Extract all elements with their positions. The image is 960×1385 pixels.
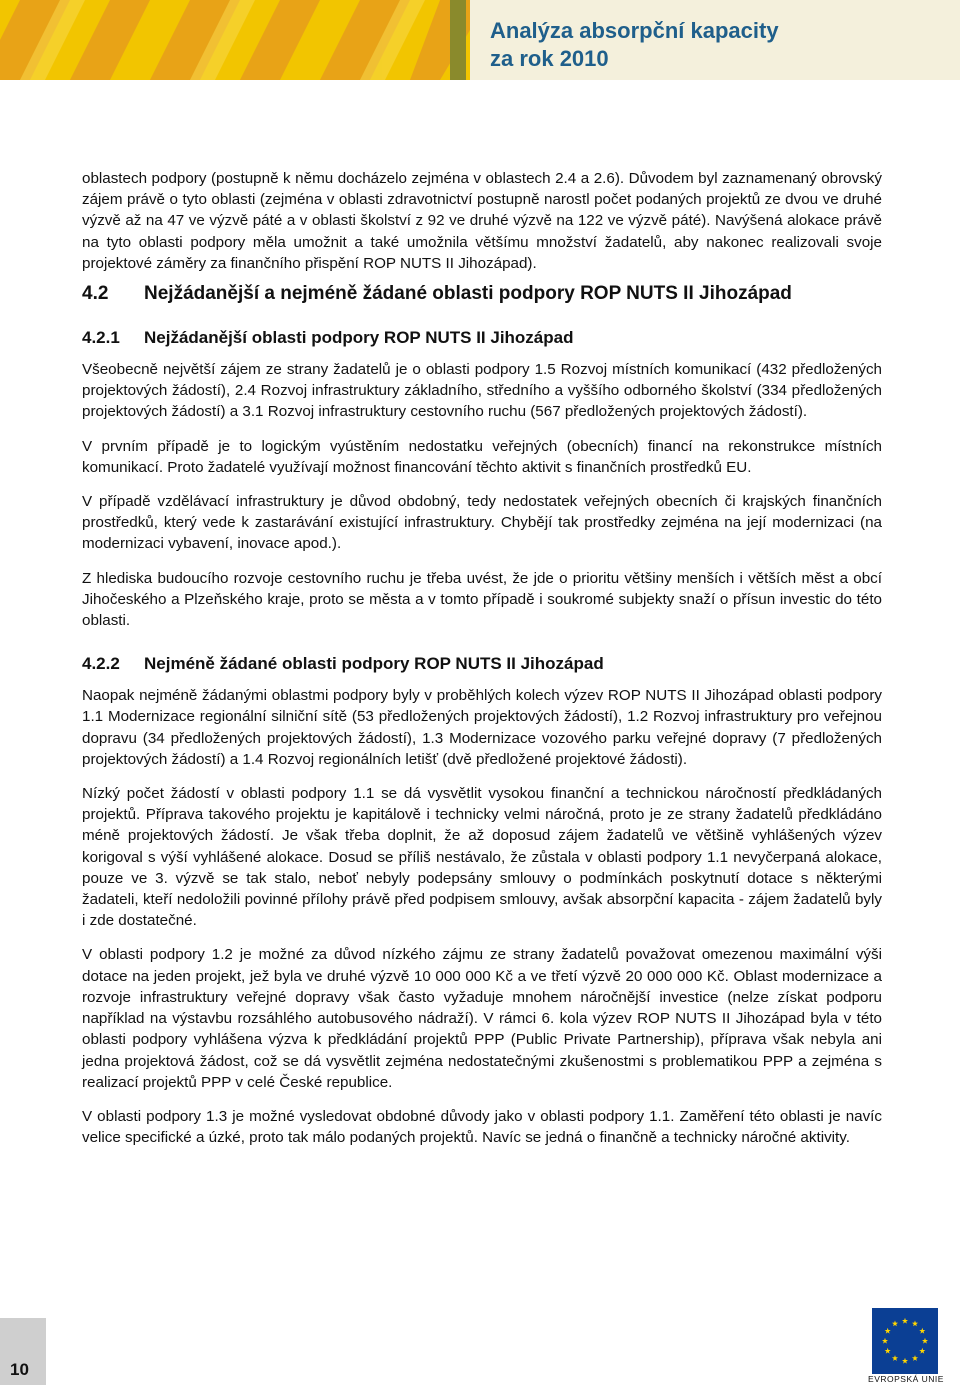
paragraph: V oblasti podpory 1.3 je možné vysledovat obdobné důvody jako v oblasti podpory 1.1. Zaměření této oblasti je navíc velice specifické a úzké, proto tak málo podaných projektů. Navíc se jedná o finančně a technicky náročné aktivity. [82,1107,882,1147]
paragraph: oblastech podpory (postupně k němu docházelo zejména v oblastech 2.4 a 2.6). Důvodem byl zaznamenaný obrovský zájem právě o tyto oblasti (zejména v oblasti zdravotnictví postupně narostl počet podaných projektů ze dvou ve druhé výzvě až na 47 ve výzvě páté a v oblasti školství z 92 ve druhé výzvě na 122 ve výzvě páté). Navýšená alokace právě na tyto oblasti podpory měla umožnit a také umožnila většímu množství žadatelů, aby nakonec realizovali svoje projektové záměry za finančního přispění ROP NUTS II Jihozápad). [82,170,882,272]
paragraph: Naopak nejméně žádanými oblastmi podpory byly v proběhlých kolech výzev ROP NUTS II Jihozápad oblasti podpory 1.1 Modernizace regionální silniční sítě (53 předložených projektových žádostí), 1.2 Rozvoj infrastruktury pro veřejnou dopravu (34 předložených projektových žádostí), 1.3 Modernizace vozového parku veřejné dopravy (7 předložených projektových žádostí) a 1.4 Rozvoj regionálních letišť (dvě předložené projektové žádosti). [82,687,882,768]
paragraph: Všeobecně největší zájem ze strany žadatelů je o oblasti podpory 1.5 Rozvoj místních komunikací (432 předložených projektových žádostí), 2.4 Rozvoj infrastruktury základního, středního a vyššího odborného školství (334 předložených projektových žádostí) a 3.1 Rozvoj infrastruktury cestovního ruchu (567 předložených projektových žádostí). [82,361,882,421]
subsection-number: 4.2.2 [82,654,120,674]
subsection-title: Nejžádanější oblasti podpory ROP NUTS II Jihozápad [144,328,574,348]
eu-label: EVROPSKÁ UNIE [868,1374,944,1384]
section-heading-4-2 [82,282,882,306]
document-title-line2: za rok 2010 [490,46,609,71]
paragraph: V oblasti podpory 1.2 je možné za důvod nízkého zájmu ze strany žadatelů považovat omezenou maximální výši dotace na jeden projekt, jež byla ve druhé výzvě 10 000 000 Kč a ve třetí výzvě 20 000 000 Kč. Oblast modernizace a rozvoje infrastruktury veřejné dopravy však často vyžaduje mnohem náročnější investice (nelze získat podporu například na výstavbu rozsáhlého autobusového nádraží). V rámci 6. kola výzev ROP NUTS II Jihozápad byla v této oblasti podpory vyhlášena výzva k předkládání projektů PPP (Public Private Partnership), příprava však nebyla ani jedna projektová žádost, což se dá vysvětlit zejména nedostatečnými zkušenostmi s problematikou PPP a zejména s realizací projektů PPP v celé České republice. [82,946,882,1091]
paragraph: Z hlediska budoucího rozvoje cestovního ruchu je třeba uvést, že jde o prioritu většiny menších i větších měst a obcí Jihočeského a Plzeňského kraje, proto se města a v tomto případě i soukromé subjekty snaží o přísun investic do této oblasti. [82,569,882,630]
header-accent-bar [450,0,466,80]
paragraph: V případě vzdělávací infrastruktury je důvod obdobný, tedy nedostatek veřejných obecních či krajských finančních prostředků, který vede k zastarávání existující infrastruktury. Chybějí tak prostředky zejména na její modernizaci (na modernizaci vybavení, inovace apod.). [82,493,882,553]
page-header [0,0,960,80]
paragraph: V prvním případě je to logickým vyústěním nedostatku veřejných (obecních) financí na rekonstrukce místních komunikací. Proto žadatelé využívají možnost financování těchto aktivit s finančních prostředků EU. [82,437,882,476]
eu-flag-icon [872,1308,938,1374]
document-body [82,168,882,1161]
page-number: 10 [10,1360,29,1379]
subsection-heading-4-2-1 [82,327,882,349]
header-title-band [470,0,960,80]
paragraph: Nízký počet žádostí v oblasti podpory 1.1 se dá vysvětlit vysokou finanční a technickou náročností předkládaných projektů. Příprava takového projektu je kapitálově i technicky velmi náročná, proto je ze strany žadatelů předkládáno méně projektových žádostí. Je však třeba doplnit, že až doposud zájem žadatelů ve většině vyhlášených výzev korigoval s výší vyhlášené alokace. Dosud se příliš nestávalo, že zůstala v oblasti podpory 1.1 nevyčerpaná alokace, pouze ve 3. výzvě se tak stalo, neboť nebyly podepsány smlouvy o podmínkách poskytnutí dotace s některými žadateli, kteří nedoložili povinné přílohy právě před podpisem smlouvy, avšak absorpční kapacita - zájem žadatelů byly i zde dostatečné. [82,785,882,930]
section-number: 4.2 [82,283,109,305]
subsection-number: 4.2.1 [82,328,120,348]
header-stripes-graphic [0,0,470,80]
document-title-line1: Analýza absorpční kapacity [490,18,779,43]
section-title: Nejžádanější a nejméně žádané oblasti podpory ROP NUTS II Jihozápad [144,283,792,305]
subsection-heading-4-2-2 [82,653,882,675]
subsection-title: Nejméně žádané oblasti podpory ROP NUTS II Jihozápad [144,654,604,674]
